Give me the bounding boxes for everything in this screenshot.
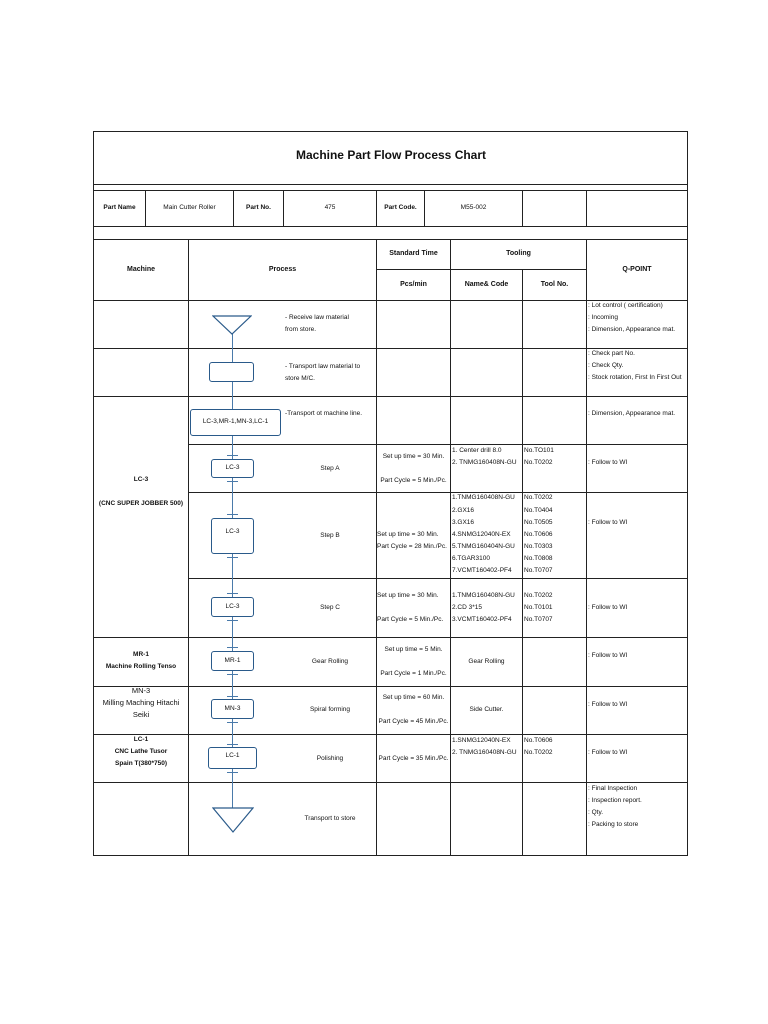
- header-q-point: Q-POINT: [622, 266, 652, 273]
- time-b-setup: Set up time = 30 Min.: [377, 531, 439, 538]
- qpoint-r10-line1: : Final Inspection: [588, 785, 638, 792]
- divider: [450, 239, 451, 855]
- tool-a-name-2: 2. TNMG160408N-GU: [452, 459, 517, 466]
- step-transport-store: Transport to store: [304, 815, 356, 822]
- time-b-cycle: Part Cycle = 28 Min./Pc.: [377, 543, 447, 550]
- tool-a-name-1: 1. Center drill 8.0: [452, 447, 502, 454]
- flow-box-mn3: MN-3: [211, 699, 254, 719]
- tool-b-no-7: No.T0707: [524, 567, 553, 574]
- flow-connector-line: [232, 333, 233, 808]
- machine-mn3-line2: Milling Maching Hitachi: [102, 698, 180, 707]
- flow-box-mr1: MR-1: [211, 651, 254, 671]
- qpoint-follow-mr1: : Follow to WI: [588, 652, 628, 659]
- flow-box-step-a: LC-3: [211, 459, 254, 478]
- machine-lc1-model: CNC Lathe Tusor: [114, 748, 168, 755]
- qpoint-r3: : Dimension, Appearance mat.: [588, 410, 676, 417]
- qpoint-follow-lc1: : Follow to WI: [588, 749, 628, 756]
- tool-b-no-2: No.T0404: [524, 507, 553, 514]
- step-spiral-forming: Spiral forming: [309, 706, 351, 713]
- machine-mr1-model: Machine Rolling Tenso: [105, 663, 177, 670]
- divider: [188, 444, 688, 445]
- tool-a-no-2: No.T0202: [524, 459, 553, 466]
- divider: [93, 226, 688, 227]
- qpoint-r1-line2: : Incoming: [588, 314, 618, 321]
- step-transport-line1: - Transport law material to: [285, 363, 361, 370]
- qpoint-r1-line3: : Dimension, Appearance mat.: [588, 326, 676, 333]
- step-transport-machine: -Transport ot machine line.: [285, 410, 363, 417]
- flow-tick: [227, 481, 238, 482]
- flow-tick: [227, 455, 238, 456]
- table-border-right: [687, 131, 688, 856]
- time-a-cycle: Part Cycle = 5 Min./Pc.: [380, 477, 447, 484]
- qpoint-r10-line2: : Inspection report.: [588, 797, 642, 804]
- tool-b-no-6: No.T0808: [524, 555, 553, 562]
- time-c-cycle: Part Cycle = 5 Min./Pc.: [377, 616, 444, 623]
- qpoint-r1-line1: : Lot control ( certification): [588, 302, 663, 309]
- divider: [93, 637, 688, 638]
- qpoint-r10-line4: : Packing to store: [588, 821, 639, 828]
- header-process: Process: [268, 266, 297, 273]
- tool-lc1-no-1: No.T0606: [524, 737, 553, 744]
- chart-title: Machine Part Flow Process Chart: [295, 148, 487, 162]
- tool-c-name-2: 2.CD 3*15: [452, 604, 482, 611]
- tool-b-no-1: No.T0202: [524, 494, 553, 501]
- part-code-label: Part Code.: [384, 204, 417, 211]
- divider: [93, 239, 688, 240]
- divider: [93, 300, 688, 301]
- machine-lc3-name: LC-3: [133, 476, 149, 483]
- qpoint-follow-b: : Follow to WI: [588, 519, 628, 526]
- flow-tick: [227, 744, 238, 745]
- time-lc1-cycle: Part Cycle = 35 Min./Pc.: [378, 755, 449, 762]
- step-polishing: Polishing: [316, 755, 344, 762]
- step-a: Step A: [320, 465, 340, 472]
- machine-lc3-model: (CNC SUPER JOBBER 500): [98, 500, 184, 507]
- qpoint-follow-mn3: : Follow to WI: [588, 701, 628, 708]
- time-a-setup: Set up time = 30 Min.: [382, 453, 445, 460]
- part-name-value: Main Cutter Roller: [163, 204, 216, 211]
- tool-c-no-1: No.T0202: [524, 592, 553, 599]
- flow-tick: [227, 674, 238, 675]
- machine-lc1-name: LC-1: [133, 736, 149, 743]
- end-triangle-icon: [212, 807, 254, 833]
- header-tooling: Tooling: [506, 250, 531, 257]
- flow-tick: [227, 593, 238, 594]
- step-gear-rolling: Gear Rolling: [311, 658, 349, 665]
- time-mn3-setup: Set up time = 60 Min.: [382, 694, 445, 701]
- header-tool-no: Tool No.: [540, 281, 569, 288]
- time-c-setup: Set up time = 30 Min.: [377, 592, 439, 599]
- tool-b-name-4: 4.SNMG12040N-EX: [452, 531, 511, 538]
- divider: [522, 190, 523, 226]
- flow-box-combo: LC-3,MR-1,MN-3,LC-1: [190, 409, 281, 436]
- tool-b-name-6: 6.TGAR3100: [452, 555, 490, 562]
- tool-b-name-5: 5.TNMG160404N-GU: [452, 543, 515, 550]
- tool-b-no-3: No.T0505: [524, 519, 553, 526]
- step-b: Step B: [320, 532, 340, 539]
- tool-lc1-no-2: No.T0202: [524, 749, 553, 756]
- qpoint-r2-line1: : Check part No.: [588, 350, 635, 357]
- tool-b-name-7: 7.VCMT160402-PF4: [452, 567, 512, 574]
- divider: [188, 239, 189, 855]
- machine-lc1-line3: Spain T(380*750): [114, 760, 168, 767]
- tool-b-no-5: No.T0303: [524, 543, 553, 550]
- header-pcs-min: Pcs/min: [400, 281, 427, 288]
- tool-b-no-4: No.T0606: [524, 531, 553, 538]
- divider: [93, 782, 688, 783]
- header-name-code: Name& Code: [464, 281, 509, 288]
- flow-box-lc1: LC-1: [208, 747, 257, 769]
- step-receive-line1: - Receive law material: [285, 314, 349, 321]
- qpoint-follow-a: : Follow to WI: [588, 459, 628, 466]
- qpoint-r10-line3: : Qty.: [588, 809, 604, 816]
- tool-lc1-name-1: 1.SNMG12040N-EX: [452, 737, 511, 744]
- machine-mn3-name: MN-3: [131, 686, 151, 695]
- divider: [188, 578, 688, 579]
- divider: [93, 184, 688, 185]
- divider: [522, 269, 523, 855]
- time-mr1-cycle: Part Cycle = 1 Min./Pc.: [380, 670, 447, 677]
- tool-mr1-name: Gear Rolling: [468, 658, 505, 665]
- start-triangle-icon: [212, 315, 252, 335]
- flow-tick: [227, 514, 238, 515]
- step-receive-line2: from store.: [285, 326, 317, 333]
- flow-tick: [227, 696, 238, 697]
- divider: [586, 190, 587, 226]
- divider: [93, 348, 688, 349]
- divider: [586, 239, 587, 855]
- tool-c-name-3: 3.VCMT160402-PF4: [452, 616, 512, 623]
- qpoint-follow-c: : Follow to WI: [588, 604, 628, 611]
- transport-box: [209, 362, 254, 382]
- header-standard-time: Standard Time: [389, 250, 438, 257]
- qpoint-r2-line2: : Check Qty.: [588, 362, 624, 369]
- table-border-bottom: [93, 855, 688, 856]
- flow-tick: [227, 722, 238, 723]
- machine-mr1-name: MR-1: [133, 651, 149, 658]
- table-border-top: [93, 131, 688, 132]
- part-name-label: Part Name: [103, 204, 136, 211]
- tool-b-name-1: 1.TNMG160408N-GU: [452, 494, 515, 501]
- step-transport-line2: store M/C.: [285, 375, 315, 382]
- tool-b-name-3: 3.GX16: [452, 519, 475, 526]
- divider: [93, 396, 688, 397]
- part-no-value: 475: [324, 204, 336, 211]
- flow-box-step-b: LC-3: [211, 518, 254, 554]
- flow-tick: [227, 620, 238, 621]
- tool-a-no-1: No.TO101: [524, 447, 554, 454]
- tool-lc1-name-2: 2. TNMG160408N-GU: [452, 749, 517, 756]
- part-no-label: Part No.: [246, 204, 271, 211]
- time-mr1-setup: Set up time = 5 Min.: [384, 646, 443, 653]
- tool-b-name-2: 2.GX16: [452, 507, 475, 514]
- flow-tick: [227, 647, 238, 648]
- tool-c-no-2: No.T0101: [524, 604, 553, 611]
- flow-tick: [227, 772, 238, 773]
- time-mn3-cycle: Part Cycle = 45 Min./Pc.: [378, 718, 449, 725]
- flow-box-step-c: LC-3: [211, 597, 254, 617]
- part-code-value: M55-002: [460, 204, 487, 211]
- tool-c-no-3: No.T0707: [524, 616, 553, 623]
- divider: [93, 190, 688, 191]
- divider: [188, 492, 688, 493]
- machine-mn3-line3: Seiki: [132, 710, 150, 719]
- tool-c-name-1: 1.TNMG160408N-GU: [452, 592, 515, 599]
- tool-mn3-name: Side Cutter.: [469, 706, 504, 713]
- qpoint-r2-line3: : Stock rotation, First In First Out: [588, 374, 682, 381]
- divider: [376, 269, 586, 270]
- flow-tick: [227, 557, 238, 558]
- step-c: Step C: [320, 604, 340, 611]
- header-machine: Machine: [126, 266, 155, 273]
